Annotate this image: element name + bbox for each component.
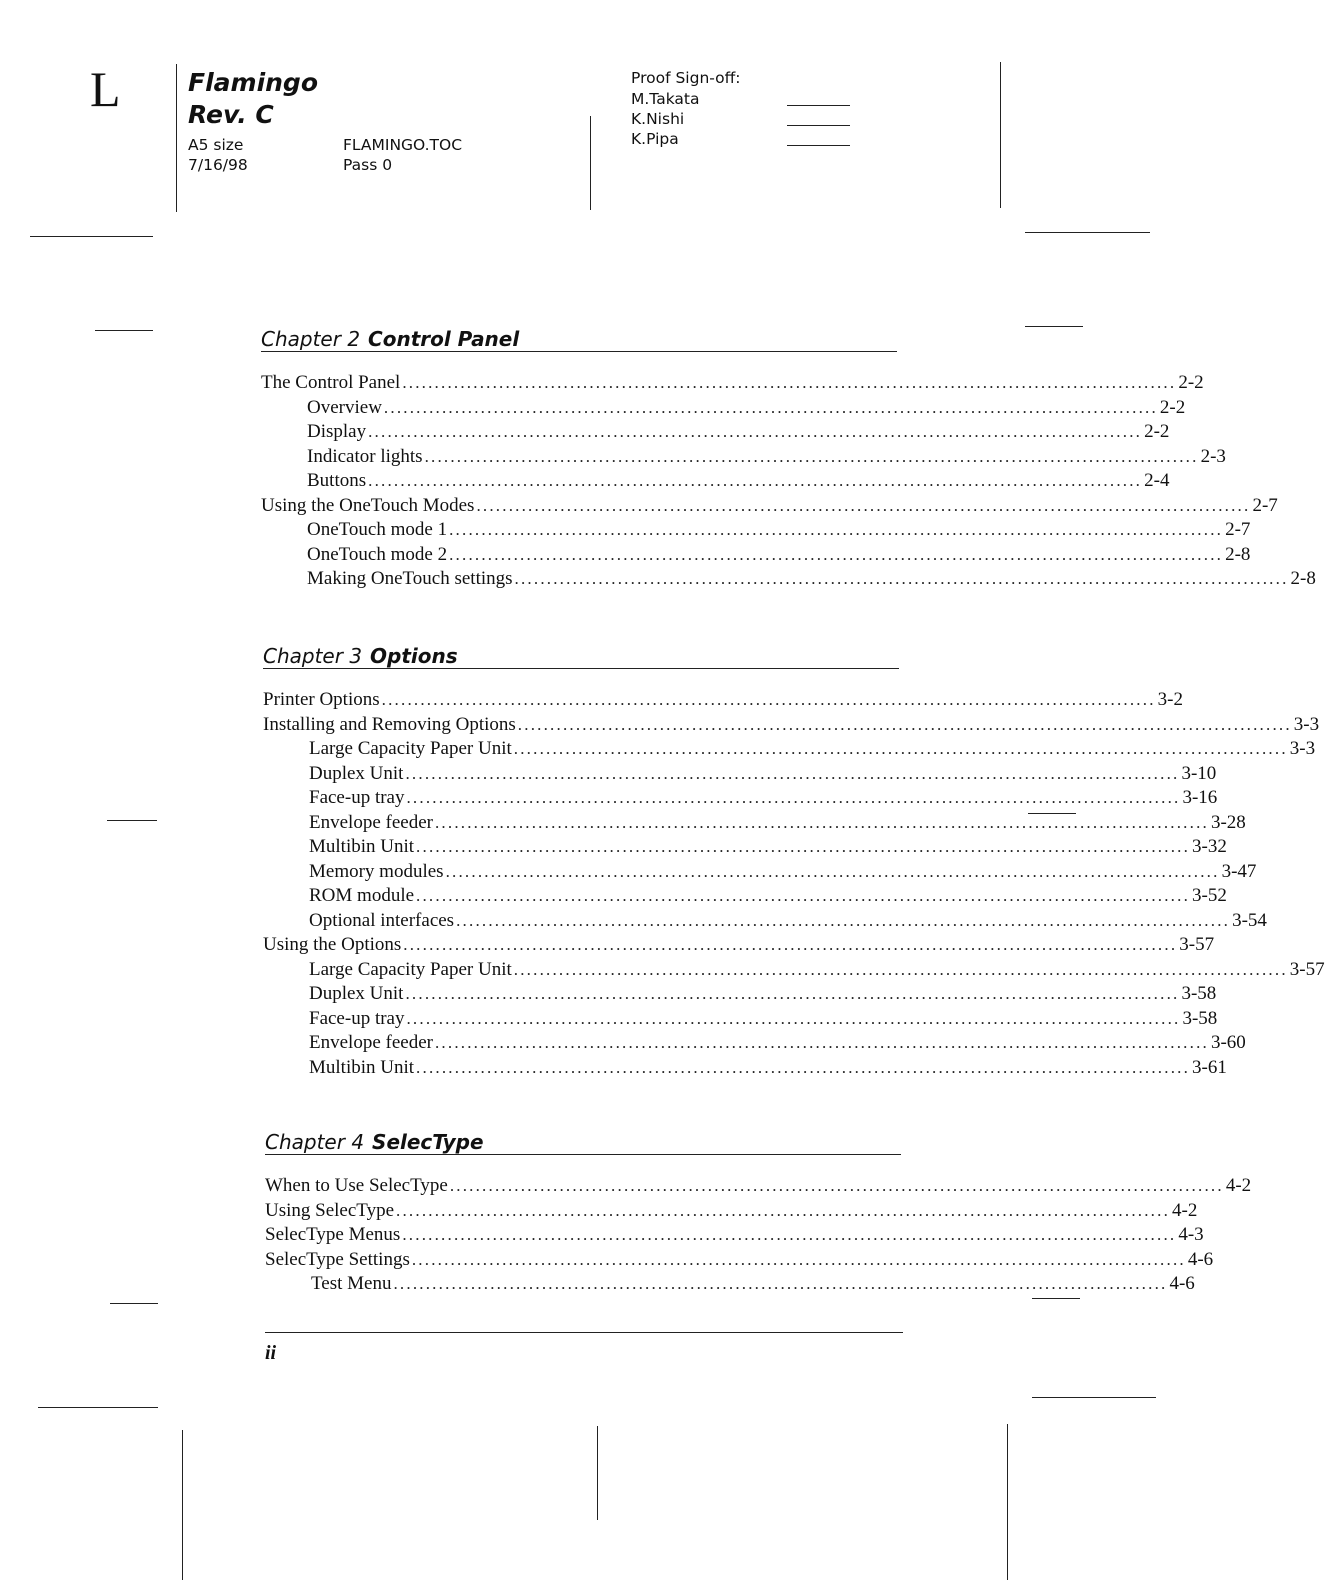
toc-entry-title: Using the Options: [263, 934, 402, 955]
crop-mark: [182, 1430, 183, 1580]
dot-leader: ........................................................................................................................: [416, 837, 1191, 856]
dot-leader: ........................................................................................................................: [416, 886, 1191, 905]
toc-entry-page: 2-2: [1178, 372, 1204, 393]
toc-entry-page: 3-3: [1293, 713, 1320, 735]
toc-entry: [265, 1199, 1198, 1225]
toc-entry-page: 3-61: [1192, 1056, 1227, 1078]
toc-entry-page: 2-2: [1159, 396, 1186, 418]
dot-leader: ........................................................................................................................: [424, 446, 1199, 466]
toc-entry: [263, 811, 1246, 837]
toc-entry: [261, 470, 1170, 495]
signoff-name: K.Pipa: [631, 130, 679, 148]
toc-entry: [261, 543, 1251, 569]
dot-leader: ........................................................................................................................: [456, 910, 1231, 930]
crop-mark: [1007, 1424, 1008, 1580]
toc-entry-title: Envelope feeder: [309, 1032, 433, 1053]
toc-entry-page: 2-8: [1290, 568, 1316, 589]
toc-entry-page: 3-3: [1289, 738, 1316, 759]
dot-leader: ........................................................................................................................: [405, 984, 1180, 1003]
toc-entry: [261, 445, 1226, 471]
toc-entry: [261, 396, 1186, 422]
toc-entry-page: 3-57: [1289, 958, 1325, 980]
chapter-rule: [263, 668, 899, 669]
toc-entry-title: OneTouch mode 2: [307, 543, 448, 565]
page-size: A5 size: [188, 136, 244, 154]
toc-entry: [261, 421, 1170, 446]
dot-leader: ........................................................................................................................: [405, 763, 1180, 783]
toc-entry-title: The Control Panel: [261, 372, 401, 393]
dot-leader: ........................................................................................................................: [449, 520, 1224, 539]
dot-leader: ........................................................................................................................: [406, 788, 1181, 807]
crop-mark: [38, 1407, 158, 1408]
toc-entry: [261, 494, 1278, 520]
toc-entry: [263, 836, 1227, 861]
toc-entry-page: 3-58: [1182, 1007, 1218, 1029]
dot-leader: ........................................................................................................................: [402, 373, 1177, 392]
dot-leader: ........................................................................................................................: [513, 959, 1288, 979]
toc-entry-page: 4-2: [1225, 1175, 1252, 1196]
crop-mark: [1032, 1397, 1156, 1398]
toc-entry-page: 2-7: [1225, 519, 1251, 540]
header-left-rule: [176, 64, 177, 212]
pass-label: Pass 0: [343, 156, 393, 174]
toc-entry-page: 3-28: [1210, 811, 1246, 833]
toc-entry: [263, 934, 1215, 959]
crop-mark: [107, 820, 157, 821]
toc-entry-page: 4-6: [1169, 1273, 1195, 1294]
chapter-title: Control Panel: [368, 327, 520, 351]
dot-leader: ........................................................................................................................: [449, 544, 1224, 564]
signoff-line: [787, 125, 850, 126]
dot-leader: ........................................................................................................................: [434, 812, 1209, 832]
toc-entry-title: ROM module: [309, 885, 415, 906]
toc-entry-page: 2-7: [1252, 494, 1278, 516]
chapter-title: Options: [370, 644, 458, 668]
toc-entry: [263, 983, 1217, 1008]
toc-entry-page: 3-57: [1179, 934, 1215, 955]
toc-entry: [263, 787, 1218, 812]
toc-entry: [265, 1248, 1214, 1274]
page-number: ii: [265, 1342, 277, 1364]
chapter-rule: [261, 351, 897, 352]
crop-mark: [597, 1426, 598, 1520]
corner-letter: L: [90, 61, 121, 117]
toc-entry-title: Using the OneTouch Modes: [261, 494, 475, 516]
toc-entry: [261, 568, 1316, 593]
dot-leader: ........................................................................................................................: [434, 1033, 1209, 1052]
toc-entry: [263, 1056, 1227, 1082]
toc-entry-page: 3-16: [1182, 787, 1218, 808]
chapter-heading: [265, 1130, 484, 1154]
toc-entry: [261, 372, 1204, 397]
dot-leader: ........................................................................................................................: [381, 690, 1156, 709]
toc-entry-title: Memory modules: [309, 860, 444, 882]
dot-leader: ........................................................................................................................: [403, 935, 1178, 954]
toc-entry-title: Multibin Unit: [309, 836, 415, 857]
toc-entry-title: Indicator lights: [307, 445, 423, 467]
chapter-heading: [261, 327, 519, 351]
crop-mark: [30, 236, 153, 237]
chapter-heading: [263, 644, 458, 668]
toc-entry-page: 3-2: [1157, 689, 1183, 710]
toc-entry: [263, 958, 1325, 984]
toc-entry: [263, 1007, 1218, 1033]
dot-leader: ........................................................................................................................: [445, 861, 1220, 881]
crop-mark: [1032, 1298, 1080, 1299]
toc-entry-title: Buttons: [307, 470, 367, 491]
chapter-number: Chapter 2: [261, 327, 361, 351]
signoff-title: Proof Sign-off:: [631, 69, 741, 87]
toc-entry: [263, 713, 1320, 739]
toc-entry-title: Face-up tray: [309, 1007, 405, 1029]
revision-label: Rev. C: [188, 100, 274, 129]
toc-entry-title: Display: [307, 421, 367, 442]
dot-leader: ........................................................................................................................: [517, 714, 1292, 734]
toc-entry: [263, 860, 1257, 886]
toc-entry-title: Multibin Unit: [309, 1056, 415, 1078]
toc-entry-title: Duplex Unit: [309, 983, 404, 1004]
toc-entry-page: 4-3: [1178, 1224, 1204, 1245]
chapter-rule: [265, 1154, 901, 1155]
toc-entry-page: 3-54: [1232, 909, 1267, 931]
toc-entry-page: 3-47: [1221, 860, 1257, 882]
dot-leader: ........................................................................................................................: [449, 1176, 1224, 1195]
toc-entry-title: Making OneTouch settings: [307, 568, 513, 589]
dot-leader: ........................................................................................................................: [513, 739, 1288, 758]
chapter-number: Chapter 3: [263, 644, 363, 668]
dot-leader: ........................................................................................................................: [514, 569, 1289, 588]
toc-entry-title: Envelope feeder: [309, 811, 433, 833]
toc-entry: [263, 909, 1267, 935]
toc-list: [261, 372, 1316, 593]
toc-entry: [265, 1175, 1252, 1200]
toc-entry-page: 3-32: [1192, 836, 1227, 857]
signoff-line: [787, 105, 850, 106]
product-name: Flamingo: [188, 68, 319, 97]
dot-leader: ........................................................................................................................: [368, 422, 1143, 441]
toc-entry: [263, 1032, 1246, 1057]
crop-mark: [110, 1303, 158, 1304]
header-right-rule: [1000, 62, 1001, 208]
toc-entry-title: Using SelecType: [265, 1199, 395, 1221]
toc-entry-page: 2-4: [1144, 470, 1170, 491]
toc-entry: [263, 762, 1217, 788]
toc-entry-page: 2-2: [1144, 421, 1170, 442]
dot-leader: ........................................................................................................................: [368, 471, 1143, 490]
toc-entry-title: Test Menu: [311, 1273, 392, 1294]
toc-entry: [263, 738, 1316, 763]
toc-entry-page: 2-8: [1225, 543, 1251, 565]
toc-entry-page: 3-10: [1181, 762, 1217, 784]
dot-leader: ........................................................................................................................: [411, 1249, 1186, 1269]
crop-mark: [1025, 232, 1150, 233]
toc-entry-title: Large Capacity Paper Unit: [309, 958, 512, 980]
toc-list: [265, 1175, 1252, 1298]
toc-entry-title: Printer Options: [263, 689, 380, 710]
toc-entry-title: When to Use SelecType: [265, 1175, 448, 1196]
signoff-name: K.Nishi: [631, 110, 685, 128]
toc-entry-page: 2-3: [1200, 445, 1226, 467]
toc-list: [263, 689, 1325, 1081]
dot-leader: ........................................................................................................................: [402, 1225, 1177, 1244]
toc-entry-title: Optional interfaces: [309, 909, 455, 931]
toc-entry-title: Face-up tray: [309, 787, 405, 808]
signoff-name: M.Takata: [631, 90, 700, 108]
crop-mark: [1025, 326, 1083, 327]
toc-entry-page: 3-60: [1210, 1032, 1246, 1053]
toc-entry-title: Overview: [307, 396, 382, 418]
dot-leader: ........................................................................................................................: [406, 1008, 1181, 1028]
toc-entry-title: SelecType Menus: [265, 1224, 401, 1245]
toc-entry-title: Large Capacity Paper Unit: [309, 738, 512, 759]
chapter-number: Chapter 4: [265, 1130, 365, 1154]
toc-entry-page: 3-52: [1192, 885, 1227, 906]
dot-leader: ........................................................................................................................: [476, 495, 1251, 515]
toc-entry-title: Duplex Unit: [309, 762, 404, 784]
header-date: 7/16/98: [188, 156, 248, 174]
toc-entry: [261, 519, 1251, 544]
toc-entry-page: 4-6: [1187, 1248, 1214, 1270]
toc-entry: [265, 1224, 1204, 1249]
dot-leader: ........................................................................................................................: [393, 1274, 1168, 1293]
dot-leader: ........................................................................................................................: [383, 397, 1158, 417]
signoff-line: [787, 145, 850, 146]
footer-rule: [265, 1332, 903, 1333]
header-mid-rule: [590, 116, 591, 210]
toc-entry-page: 3-58: [1181, 983, 1217, 1004]
toc-entry-title: SelecType Settings: [265, 1248, 410, 1270]
toc-entry: [263, 885, 1227, 910]
file-name: FLAMINGO.TOC: [343, 136, 463, 154]
toc-entry-title: Installing and Removing Options: [263, 713, 516, 735]
toc-entry: [263, 689, 1183, 714]
chapter-title: SelecType: [372, 1130, 484, 1154]
dot-leader: ........................................................................................................................: [416, 1057, 1191, 1077]
toc-entry-page: 4-2: [1172, 1199, 1198, 1221]
toc-entry: [265, 1273, 1195, 1298]
toc-entry-title: OneTouch mode 1: [307, 519, 448, 540]
crop-mark: [95, 330, 153, 331]
dot-leader: ........................................................................................................................: [396, 1200, 1171, 1220]
